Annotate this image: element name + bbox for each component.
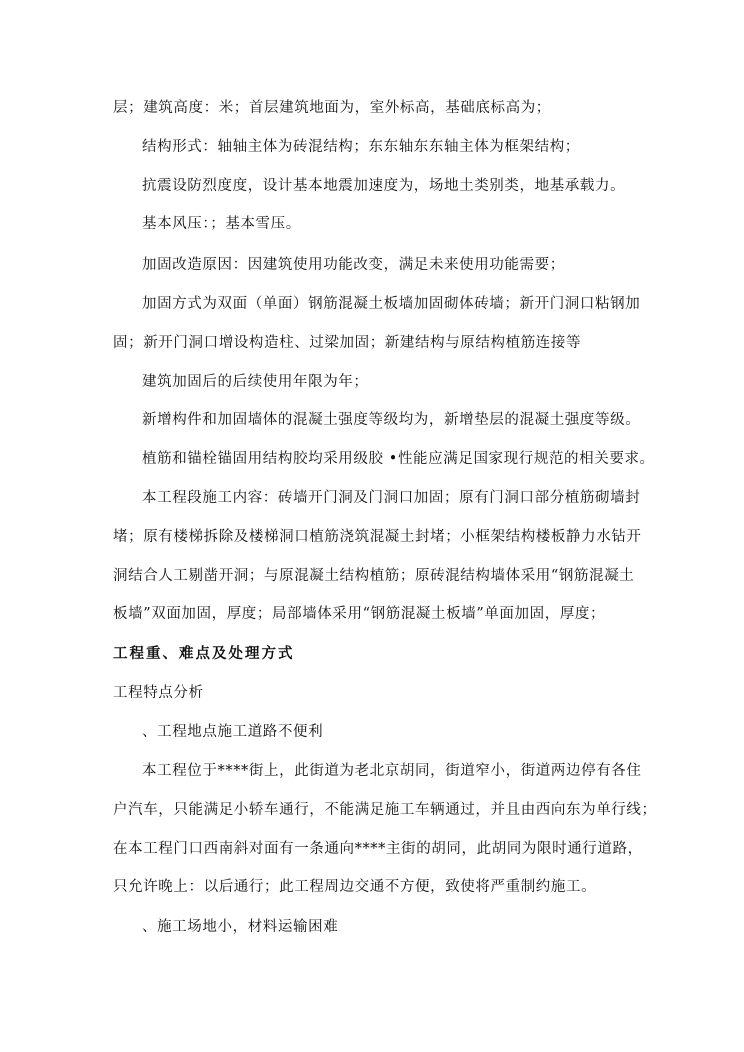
paragraph-seismic: 抗震设防烈度度，设计基本地震加速度为，场地土类别类，地基承载力。 (142, 178, 626, 194)
item1-paragraph-line3: 在本工程门口西南斜对面有一条通向****主街的胡同，此胡同为限时通行道路， (113, 841, 643, 857)
section-heading: 工程重、难点及处理方式 (113, 646, 295, 662)
item1-paragraph-line2: 户汽车，只能满足小轿车通行，不能满足施工车辆通过，并且由西向东为单行线； (113, 802, 657, 818)
paragraph-service-life: 建筑加固后的后续使用年限为年； (142, 374, 369, 390)
paragraph-wind-snow: 基本风压：；基本雪压。 (142, 216, 301, 232)
item1-title: 、工程地点施工道路不便利 (142, 724, 324, 740)
paragraph-method-line1: 加固方式为双面（单面）钢筋混凝土板墙加固砌体砖墙；新开门洞口粘钢加 (142, 296, 641, 312)
paragraph-reason: 加固改造原因：因建筑使用功能改变，满足未来使用功能需要； (142, 257, 565, 273)
item1-paragraph-line1: 本工程位于****街上，此街道为老北京胡同，街道窄小，街道两边停有各住 (142, 763, 642, 779)
paragraph-method-line2: 固；新开门洞口增设构造柱、过梁加固；新建结构与原结构植筋连接等 (113, 335, 582, 351)
subheading: 工程特点分析 (113, 685, 204, 701)
item2-title: 、施工场地小，材料运输困难 (142, 919, 339, 935)
item1-paragraph-line4: 只允许晚上：以后通行；此工程周边交通不方便，致使将严重制约施工。 (113, 879, 597, 895)
paragraph-structure-form: 结构形式：轴轴主体为砖混结构；东东轴东东轴主体为框架结构； (142, 139, 580, 155)
paragraph-scope-line4: 板墙”双面加固，厚度；局部墙体采用“钢筋混凝土板墙”单面加固，厚度； (113, 606, 606, 622)
paragraph-concrete-grade: 新增构件和加固墙体的混凝土强度等级均为，新增垫层的混凝土强度等级。 (142, 412, 641, 428)
paragraph-building-height: 层；建筑高度：米；首层建筑地面为，室外标高，基础底标高为； (113, 100, 551, 116)
paragraph-scope-line3: 洞结合人工剔凿开洞；与原混凝土结构植筋；原砖混结构墙体采用“钢筋混凝土 (113, 568, 635, 584)
paragraph-anchoring-glue: 植筋和锚栓锚固用结构胶均采用级胶 •性能应满足国家现行规范的相关要求。 (142, 451, 655, 467)
paragraph-scope-line2: 堵；原有楼梯拆除及楼梯洞口植筋浇筑混凝土封堵；小框架结构楼板静力水钻开 (113, 529, 642, 545)
paragraph-scope-line1: 本工程段施工内容：砖墙开门洞及门洞口加固；原有门洞口部分植筋砌墙封 (142, 490, 641, 506)
